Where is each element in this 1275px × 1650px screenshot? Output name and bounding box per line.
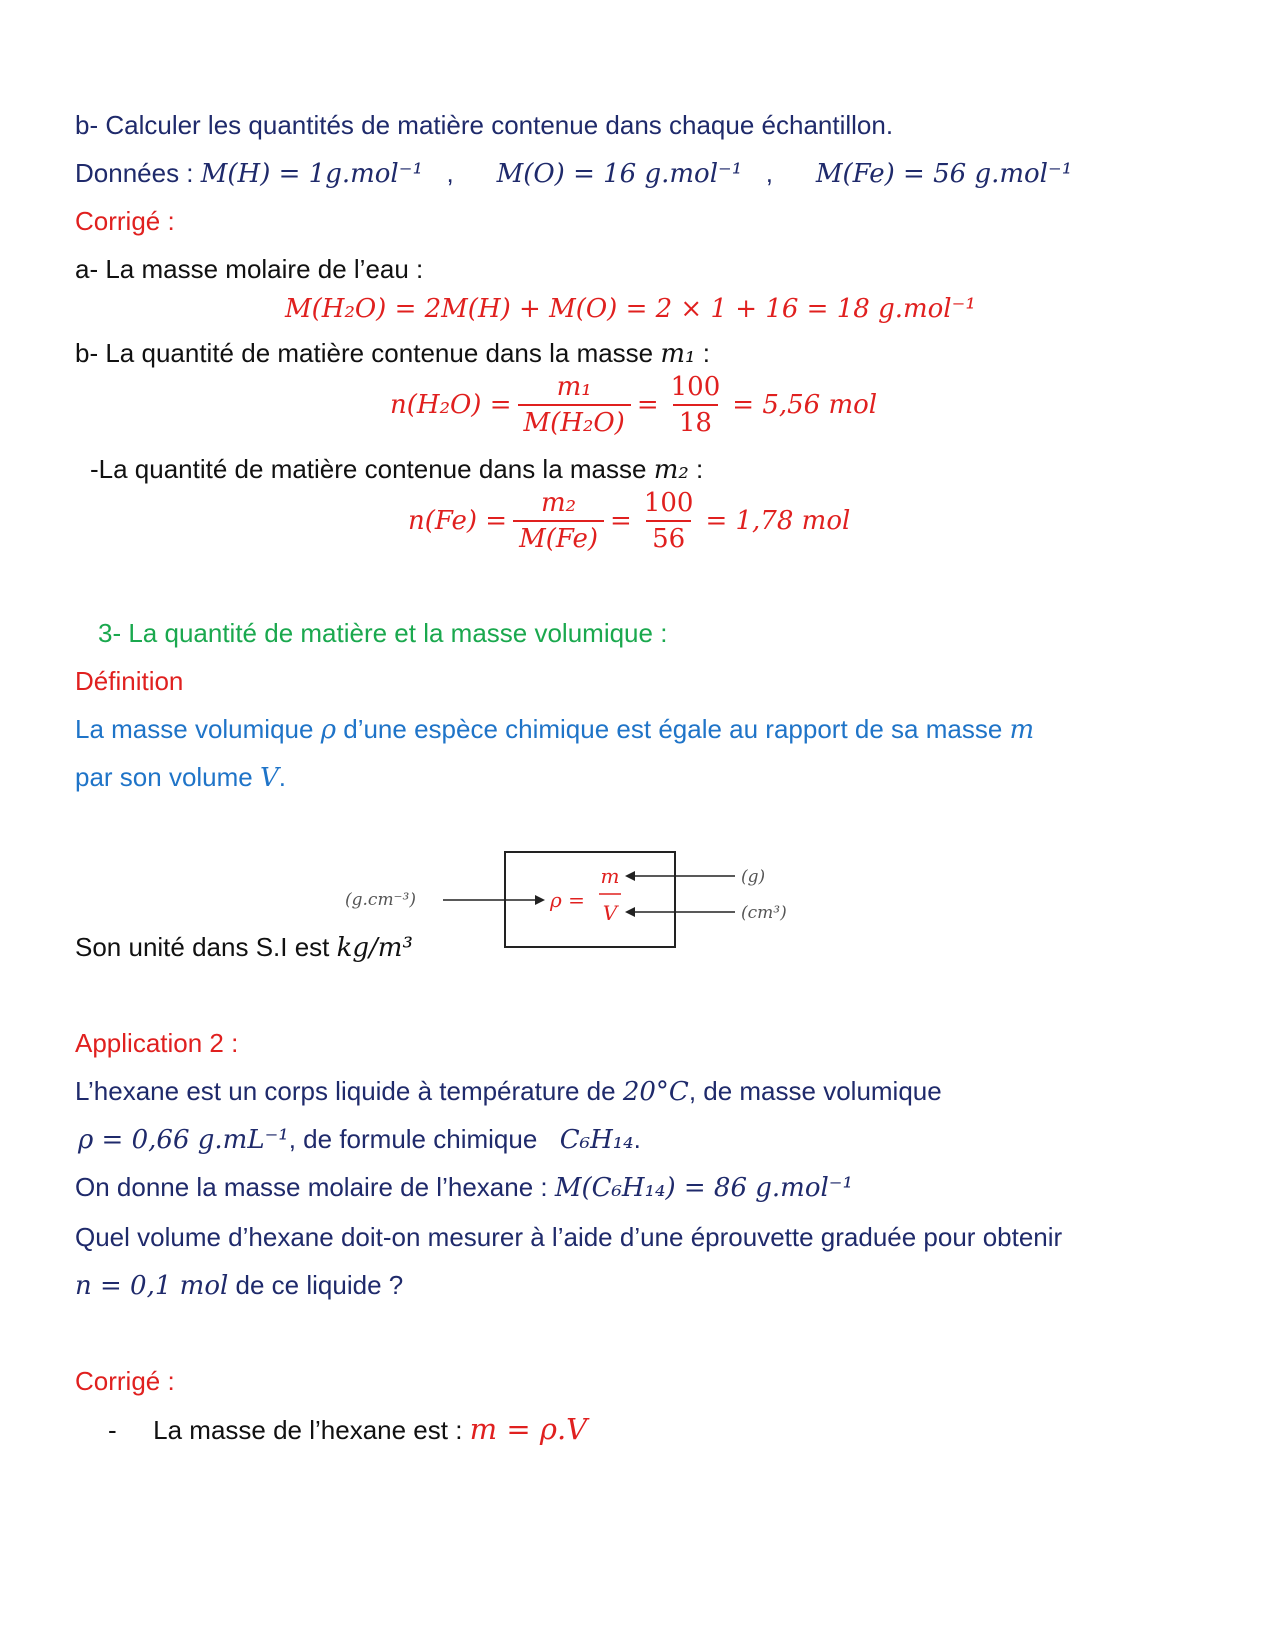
diagram-unit-bottom: (cm³) (741, 903, 787, 923)
definition-period: . (278, 762, 287, 792)
colon-1: : (702, 338, 710, 368)
corrige-title-2: Corrigé : (75, 1366, 175, 1396)
arrow-top-head (625, 871, 635, 881)
eq1-fraction-2 (665, 372, 727, 438)
eq1-result: = 5,56 mol (732, 390, 878, 420)
data-line (75, 156, 1072, 191)
eq2-fraction-1 (513, 488, 604, 554)
definition-text-2a: par son volume (75, 762, 253, 792)
equation-n-fe (408, 488, 850, 554)
application-2-title: Application 2 : (75, 1028, 239, 1058)
si-unit-line (75, 930, 413, 965)
eq1-num2: 100 (670, 372, 721, 402)
eq1-fraction-1 (518, 372, 631, 438)
si-unit-text: Son unité dans S.I est (75, 932, 330, 962)
definition-text-1a: La masse volumique (75, 714, 314, 744)
app2-line-5 (75, 1268, 403, 1303)
app2-density: ρ = 0,66 g.mL⁻¹ (78, 1125, 289, 1155)
eq2-fraction-2 (638, 488, 700, 554)
corrige-title-1: Corrigé : (75, 206, 175, 236)
app2-molar-mass: M(C₆H₁₄) = 86 g.mol⁻¹ (554, 1173, 853, 1203)
corrige2-text: La masse de l’hexane est : (153, 1415, 463, 1445)
density-diagram (345, 850, 825, 960)
molar-mass-label: a- La masse molaire de l’eau : (75, 254, 424, 284)
m1-variable: m₁ (660, 339, 696, 369)
diagram-left-unit: (g.cm⁻³) (345, 890, 416, 910)
app2-text-2b: . (633, 1124, 641, 1154)
m2-variable: m₂ (653, 455, 689, 485)
quantity-m1-text: b- La quantité de matière contenue dans la masse (75, 338, 654, 368)
app2-line-2 (78, 1122, 641, 1157)
eq1-equals: = (636, 390, 659, 420)
app2-temperature: 20°C (622, 1077, 689, 1107)
eq1-den2: 18 (673, 404, 718, 438)
eq2-result: = 1,78 mol (705, 506, 851, 536)
definition-line-2 (75, 760, 286, 795)
app2-line-3 (75, 1170, 853, 1205)
app2-text-3a: On donne la masse molaire de l’hexane : (75, 1172, 548, 1202)
data-item-fe: M(Fe) = 56 g.mol⁻¹ (815, 159, 1073, 189)
app2-formula: C₆H₁₄ (559, 1125, 634, 1155)
data-item-o: M(O) = 16 g.mol⁻¹ (496, 159, 743, 189)
eq2-equals: = (610, 506, 632, 536)
data-item-h: M(H) = 1g.mol⁻¹ (200, 159, 423, 189)
mass-symbol: m (1009, 715, 1035, 745)
separator-1: , (446, 158, 454, 188)
definition-line-1 (75, 712, 1034, 747)
eq2-num1: m₂ (541, 488, 577, 518)
molar-mass-equation: M(H₂O) = 2M(H) + M(O) = 2 × 1 + 16 = 18 g.mol⁻¹ (285, 294, 976, 324)
volume-symbol: V (260, 763, 279, 793)
app2-text-1a: L’hexane est un corps liquide à température de (75, 1076, 616, 1106)
corrige2-line (108, 1412, 587, 1447)
quantity-m2-label (90, 452, 703, 487)
diagram-unit-top: (g) (741, 867, 766, 887)
app2-line-1 (75, 1074, 942, 1109)
question-b: b- Calculer les quantités de matière contenue dans chaque échantillon. (75, 110, 894, 140)
colon-2: : (696, 454, 704, 484)
diagram-den: V (602, 901, 618, 925)
diagram-num: m (600, 864, 620, 888)
separator-2: , (765, 158, 774, 188)
quantity-m1-label (75, 336, 710, 371)
si-unit: kg/m³ (336, 933, 413, 963)
definition-label: Définition (75, 666, 184, 696)
eq2-den2: 56 (646, 520, 691, 554)
eq1-den1: M(H₂O) (518, 404, 631, 438)
eq1-lhs: n(H₂O) = (390, 390, 512, 420)
eq2-den1: M(Fe) (513, 520, 604, 554)
eq2-num2: 100 (643, 488, 694, 518)
app2-text-2a: , de formule chimique (288, 1124, 538, 1154)
section-3-title: 3- La quantité de matière et la masse volumique : (98, 618, 668, 648)
rho-symbol: ρ (320, 715, 336, 745)
app2-n-value: n = 0,1 mol (75, 1271, 229, 1301)
diagram-formula-lhs: ρ = (550, 888, 585, 912)
definition-text-1b: d’une espèce chimique est égale au rapport de sa masse (343, 714, 1003, 744)
eq1-num1: m₁ (556, 372, 592, 402)
arrow-bottom-head (625, 907, 635, 917)
quantity-m2-text: -La quantité de matière contenue dans la masse (90, 454, 647, 484)
bullet: - (108, 1415, 117, 1445)
app2-text-1b: , de masse volumique (688, 1076, 942, 1106)
eq2-lhs: n(Fe) = (408, 506, 508, 536)
app2-line-4: Quel volume d’hexane doit-on mesurer à l’aide d’une éprouvette graduée pour obtenir (75, 1222, 1063, 1252)
equation-n-h2o (390, 372, 877, 438)
app2-text-5b: de ce liquide ? (235, 1270, 404, 1300)
corrige2-equation: m = ρ.V (469, 1412, 588, 1446)
arrow-left-head (535, 895, 545, 905)
data-label: Données : (75, 158, 194, 188)
